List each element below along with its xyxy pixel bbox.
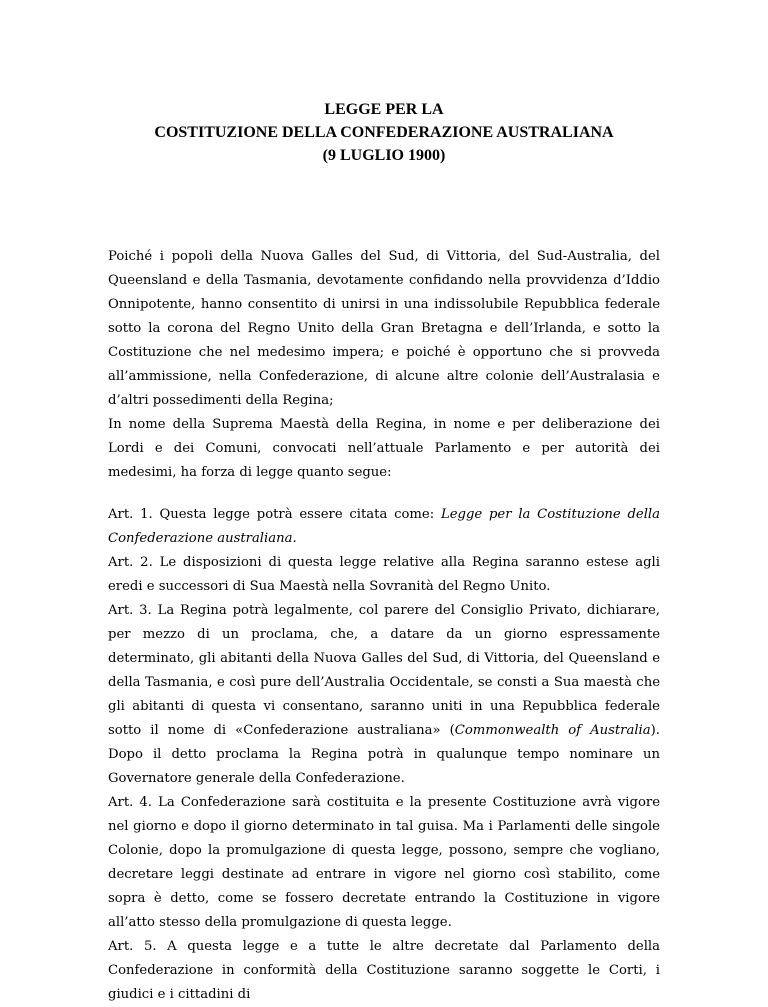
preamble-paragraph-2: In nome della Suprema Maestà della Regina, in nome e per deliberazione dei Lordi e dei Comuni, convocati nell’attuale Parlamento e per autorità dei medesimi, ha forza di legge quanto segue: (108, 417, 660, 480)
title-line-3: (9 LUGLIO 1900) (322, 147, 446, 164)
article-4: Art. 4. La Confederazione sarà costituita e la presente Costituzione avrà vigore nel giorno e dopo il giorno determinato in tal guisa. Ma i Parlamenti delle singole Colonie, dopo la promulgazione di questa legge, possono, sempre che vogliano, decretare leggi destinate ad entrare in vigore nel giorno così stabilito, come sopra è detto, come se fossero decretate entrando la Costituzione in vigore all’atto stesso della promulgazione di questa legge. (108, 795, 660, 930)
article-1 (108, 503, 660, 551)
document-title (0, 98, 768, 167)
article-2: Art. 2. Le disposizioni di questa legge relative alla Regina saranno estese agli eredi e successori di Sua Maestà nella Sovranità del Regno Unito. (108, 555, 660, 594)
title-line-2: COSTITUZIONE DELLA CONFEDERAZIONE AUSTRALIANA (154, 124, 614, 141)
article-1-end: . (292, 531, 297, 546)
article-3-english-name: Commonwealth of Australia (454, 723, 651, 738)
preamble-paragraph-1: Poiché i popoli della Nuova Galles del Sud, di Vittoria, del Sud-Australia, del Queensland e della Tasmania, devotamente confidando nella provvidenza d’Iddio Onnipotente, hanno consentito di unirsi in una indissolubile Repubblica federale sotto la corona del Regno Unito della Gran Bretagna e dell’Irlanda, e sotto la Costituzione che nel medesimo impera; e poiché è opportuno che si provveda all’ammissione, nella Confederazione, di alcune altre colonie dell’Australasia e d’altri possedimenti della Regina; (108, 249, 660, 408)
article-3-end: ). Dopo il detto proclama la Regina potrà in qualunque tempo nominare un Governatore generale della Confederazione. (108, 723, 660, 786)
document-body (108, 245, 660, 1007)
article-1-text: Art. 1. Questa legge potrà essere citata come: (108, 507, 441, 522)
article-3 (108, 599, 660, 791)
title-line-1: LEGGE PER LA (324, 101, 444, 118)
article-1-law-title: Legge per la Costituzione della Confederazione australiana (108, 507, 661, 546)
article-5: Art. 5. A questa legge e a tutte le altre decretate dal Parlamento della Confederazione in conformità della Costituzione saranno soggette le Corti, i giudici e i cittadini di (108, 939, 660, 1002)
article-3-text: Art. 3. La Regina potrà legalmente, col parere del Consiglio Privato, dichiarare, per mezzo di un proclama, che, a datare da un giorno espressamente determinato, gli abitanti della Nuova Galles del Sud, di Vittoria, del Queensland e della Tasmania, e così pure dell’Australia Occidentale, se consti a Sua maestà che gli abitanti di questa vi consentano, saranno uniti in una Repubblica federale sotto il nome di «Confederazione australiana» ( (108, 603, 660, 738)
